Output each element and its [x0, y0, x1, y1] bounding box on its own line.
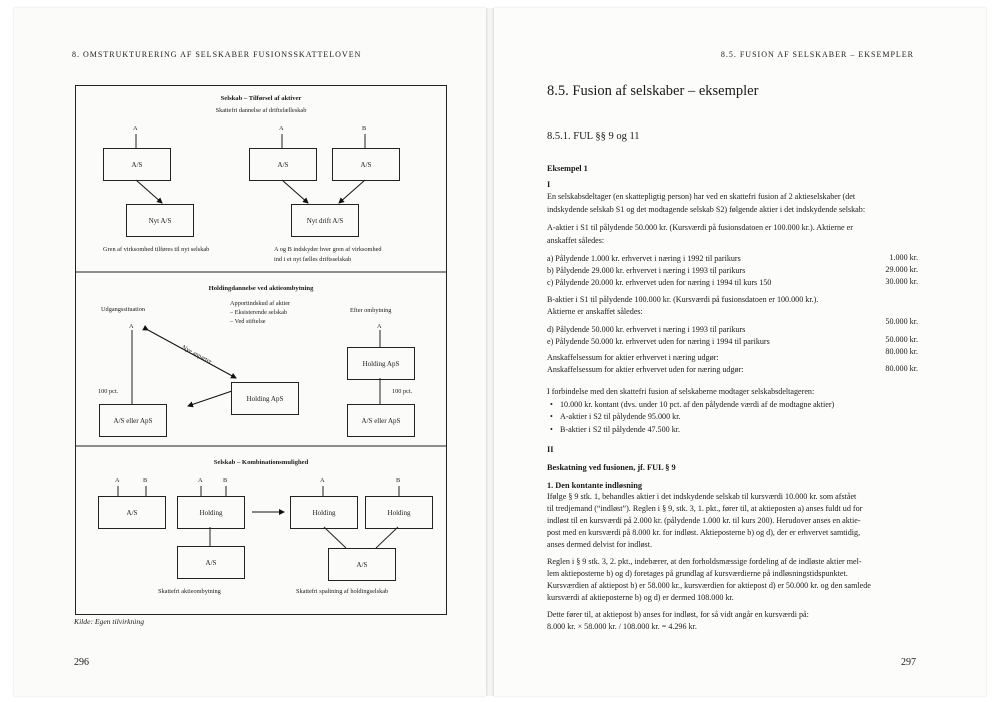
section1-title: Selskab – Tilførsel af aktiver [220, 95, 302, 102]
anskaffelsessum-uden: Anskaffelsessum for aktier erhvervet uden for næring udgør: [547, 365, 744, 374]
paragraph-2-line: kursværdi af aktieposterne b) og d) er dermed 108.000 kr. [547, 593, 734, 602]
s3-note-right: Skattefri spaltning af holdingselskab [296, 588, 389, 595]
s2-pct-right: 100 pct. [392, 388, 413, 395]
right-page [494, 8, 986, 696]
bullet-list [549, 399, 834, 436]
b-aktier-line-2: Aktierne er anskaffet således: [547, 307, 643, 316]
figure-frame [75, 85, 447, 615]
paragraph-1-line: Ifølge § 9 stk. 1, behandles aktier i det indskydende selskab til kursværdi 10.000 kr. som afstået [547, 492, 857, 501]
s3-box-as-right: A/S [328, 548, 396, 581]
bullet-item: • A-aktier i S2 til pålydende 95.000 kr. [560, 411, 834, 423]
s1-note-right-1: A og B indskyder hver gren af virksomhed [274, 246, 382, 253]
a-item-text: b) Pålydende 29.000 kr. erhvervet i næring i 1993 til parikurs [547, 266, 746, 275]
bullet-item: • 10.000 kr. kontant (dvs. under 10 pct. af den pålydende værdi af de modtagne aktier) [560, 399, 834, 411]
paragraph-3-line: 8.000 kr. × 58.000 kr. / 108.000 kr. = 4.296 kr. [547, 622, 697, 631]
b-item-amount: 50.000 kr. [885, 317, 918, 326]
a-item-text: a) Pålydende 1.000 kr. erhvervet i næring i 1992 til parikurs [547, 254, 741, 263]
s1-label-b-mid: B [362, 125, 367, 132]
s2-box-as-right: A/S eller ApS [347, 404, 415, 437]
s1-label-a-mid: A [279, 125, 284, 132]
s2-box-as-left: A/S eller ApS [99, 404, 167, 437]
s3-label-b-2: B [223, 477, 228, 484]
s3-label-b-3: B [396, 477, 401, 484]
s3-label-a-3: A [320, 477, 325, 484]
s2-apport-3: – Ved stiftelse [230, 318, 266, 325]
s2-label-a-left: A [129, 323, 134, 330]
intro-line-1: En selskabsdeltager (en skattepligtig person) har ved en skattefri fusion af 2 aktieselskaber (det [547, 192, 856, 201]
s3-box-as-under: A/S [177, 546, 245, 579]
bullet-item: • B-aktier i S2 til pålydende 47.500 kr. [560, 424, 834, 436]
s1-box-nyt-as: Nyt A/S [126, 204, 194, 237]
a-aktier-line-2: anskaffet således: [547, 236, 605, 245]
paragraph-2-line: lem aktieposterne b) og d) foretages på grundlag af kursværdierne på indløsningstidspunktet. [547, 569, 848, 578]
paragraph-1-line: indløst til en kursværdi på 2.000 kr. (pålydende 1.000 kr. til kurs 200). Herudover anses en aktie- [547, 516, 861, 525]
paragraph-3-line: Dette fører til, at aktiepost b) anses for indløst, for så vidt angår en kursværdi på: [547, 610, 809, 619]
intro-line-2: indskydende selskab S1 og det modtagende selskab S2) følgende aktier i det indskydende selskab: [547, 205, 866, 214]
s3-box-as-left: A/S [98, 496, 166, 529]
s2-apport-1: Apportindskud af aktier [230, 300, 291, 307]
s2-box-holding-mid: Holding ApS [231, 382, 299, 415]
section1-subtitle: Skattefri dannelse af driftsfælleskab [215, 107, 307, 114]
section-heading: 8.5. Fusion af selskaber – eksempler [547, 83, 759, 99]
s1-box-as-left: A/S [103, 148, 171, 181]
anskaffelsessum-naering-amount: 80.000 kr. [885, 347, 918, 356]
s1-box-as-mid: A/S [249, 148, 317, 181]
a-item-amount: 1.000 kr. [889, 253, 918, 262]
s3-label-a-1: A [115, 477, 120, 484]
folio-right: 297 [901, 657, 916, 668]
paragraph-1-line: post med en kursværdi på 8.000 kr. for indløst. Aktieposterne b) og d), der er erhvervet samtidig, [547, 528, 861, 537]
s1-note-right-2: ind i et nyt fælles driftsselskab [274, 256, 352, 263]
s1-label-a-left: A [133, 125, 138, 132]
s1-note-left: Gren af virksomhed tilføres til nyt selskab [103, 246, 210, 253]
b-item-amount: 50.000 kr. [885, 335, 918, 344]
s3-box-holding-r1: Holding [290, 496, 358, 529]
roman-numeral-2: II [547, 445, 554, 454]
anskaffelsessum-naering: Anskaffelsessum for aktier erhvervet i næring udgør: [547, 353, 719, 362]
b-item-text: e) Pålydende 50.000 kr. erhvervet uden for næring i 1994 til parikurs [547, 337, 770, 346]
paragraph-2-line: Reglen i § 9 stk. 3, 2. pkt., indebærer, at den forholdsmæssige fordeling af de indløste aktier mel- [547, 557, 862, 566]
s2-box-holding-right: Holding ApS [347, 347, 415, 380]
s2-efter: Efter ombytning [350, 307, 392, 314]
forbindelse-line: I forbindelse med den skattefri fusion af selskaberne modtager selskabsdeltageren: [547, 387, 815, 396]
s1-box-as-right: A/S [332, 148, 400, 181]
s2-nye-anparter: Nye anparter [180, 344, 213, 366]
kontant-heading: 1. Den kontante indløsning [547, 481, 642, 490]
s2-apport-2: – Eksisterende selskab [230, 309, 288, 316]
a-item-amount: 29.000 kr. [885, 265, 918, 274]
s3-box-holding-left: Holding [177, 496, 245, 529]
section3-title: Selskab – Kombinationsmulighed [213, 459, 309, 466]
running-head-right: 8.5. FUSION AF SELSKABER – EKSEMPLER [720, 50, 914, 59]
a-item-amount: 30.000 kr. [885, 277, 918, 286]
roman-numeral-1: I [547, 180, 551, 189]
running-head-left: 8. OMSTRUKTURERING AF SELSKABER FUSIONSSKATTELOVEN [72, 50, 362, 59]
s2-label-a-right: A [377, 323, 382, 330]
paragraph-1-line: til tredjemand (“indløst”). Reglen i § 9, stk. 3, 1. pkt., fører til, at aktieposten a) anses fuldt ud for [547, 504, 863, 513]
s2-udgangssituation: Udgangssituation [101, 306, 146, 313]
figure-caption: Kilde: Egen tilvirkning [74, 617, 145, 626]
s3-note-left: Skattefri aktieombytning [158, 588, 221, 595]
folio-left: 296 [74, 657, 89, 668]
section2-title: Holdingdannelse ved aktieombytning [208, 285, 314, 292]
a-aktier-line-1: A-aktier i S1 til pålydende 50.000 kr. (Kursværdi på fusionsdatoen er 100.000 kr.). Aktierne er [547, 223, 853, 232]
a-item-text: c) Pålydende 20.000 kr. erhvervet uden for næring i 1994 til kurs 150 [547, 278, 772, 287]
s1-box-nyt-drift: Nyt drift A/S [291, 204, 359, 237]
anskaffelsessum-uden-amount: 80.000 kr. [885, 364, 918, 373]
example-heading: Eksempel 1 [547, 164, 588, 173]
left-page [14, 8, 486, 696]
beskatning-heading: Beskatning ved fusionen, jf. FUL § 9 [547, 463, 676, 472]
b-item-text: d) Pålydende 50.000 kr. erhvervet i næring i 1993 til parikurs [547, 325, 746, 334]
s3-label-b-1: B [143, 477, 148, 484]
paragraph-2-line: Kursværdien af aktiepost b) er 58.000 kr., kursværdien for aktiepost d) er 50.000 kr. og den samlede [547, 581, 871, 590]
paragraph-1-line: anses dermed delvist for indløst. [547, 540, 652, 549]
s3-label-a-2: A [198, 477, 203, 484]
subsection-heading: 8.5.1. FUL §§ 9 og 11 [547, 131, 640, 142]
b-aktier-line-1: B-aktier i S1 til pålydende 100.000 kr. (Kursværdi på fusionsdatoen er 100.000 kr.). [547, 295, 819, 304]
s2-pct-left: 100 pct. [98, 388, 119, 395]
s3-box-holding-r2: Holding [365, 496, 433, 529]
